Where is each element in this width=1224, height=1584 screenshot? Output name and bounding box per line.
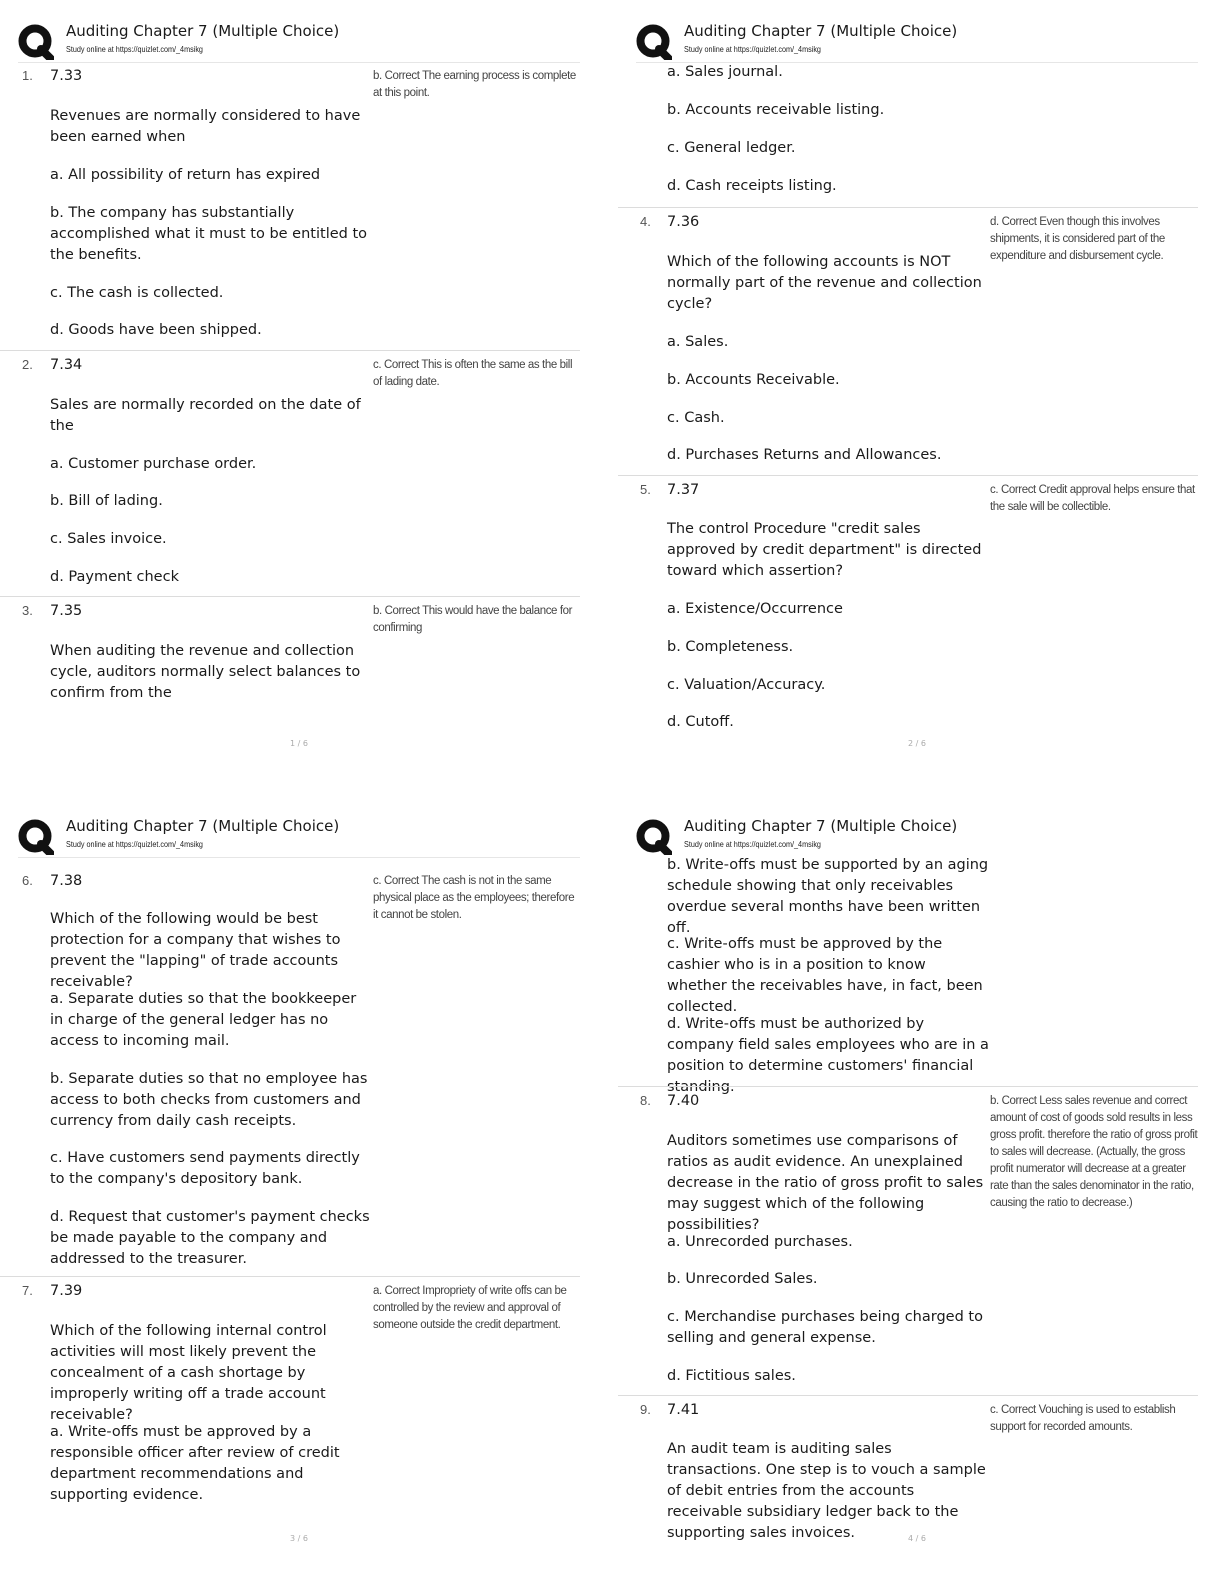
answer-text: b. Correct This would have the balance for confirming <box>373 605 573 634</box>
option-c: c. Write-offs must be approved by the cashier who is in a position to know whether the receivables have, in fact, been collected. <box>667 936 983 1015</box>
page-1 <box>0 0 600 780</box>
option-b: b. Separate duties so that no employee has access to both checks from customers and currency from daily cash receipts. <box>50 1071 368 1129</box>
question-continuation <box>618 62 1198 206</box>
answer-text: d. Correct Even though this involves shipments, it is considered part of the expenditure and disbursement cycle. <box>990 216 1165 262</box>
question-stem: Revenues are normally considered to have been earned when <box>50 108 361 145</box>
header-divider <box>18 857 580 858</box>
option-a: a. Customer purchase order. <box>50 456 257 472</box>
question-stem: Auditors sometimes use comparisons of ratios as audit evidence. An unexplained decrease in the ratio of gross profit to sales may suggest which of the following possibilities? <box>667 1133 984 1233</box>
option-b: b. Write-offs must be supported by an aging schedule showing that only receivables overdue several months have been written off. <box>667 857 989 936</box>
source-url[interactable]: Study online at https://quizlet.com/_4msikg <box>684 839 821 849</box>
option-c: c. Cash. <box>667 410 725 426</box>
option-a: a. Unrecorded purchases. <box>667 1234 853 1250</box>
option-d: d. Goods have been shipped. <box>50 322 262 338</box>
question-stem: Sales are normally recorded on the date of the <box>50 397 361 434</box>
question-number: 2. <box>22 357 33 372</box>
option-c: c. General ledger. <box>667 140 796 156</box>
question-number: 5. <box>640 482 651 497</box>
source-url[interactable]: Study online at https://quizlet.com/_4msikg <box>66 839 203 849</box>
option-d: d. Cutoff. <box>667 714 734 730</box>
option-b: b. Accounts Receivable. <box>667 372 840 388</box>
question-item <box>0 867 580 1275</box>
question-id: 7.35 <box>50 603 83 619</box>
question-id: 7.34 <box>50 357 83 373</box>
document-title: Auditing Chapter 7 (Multiple Choice) <box>684 817 958 835</box>
question-number: 1. <box>22 68 33 83</box>
page-3 <box>0 795 600 1575</box>
document-title: Auditing Chapter 7 (Multiple Choice) <box>66 22 340 40</box>
quizlet-logo-icon <box>636 819 672 855</box>
option-a: a. Write-offs must be approved by a responsible officer after review of credit department recommendations and supporting evidence. <box>50 1424 340 1503</box>
option-c: c. Merchandise purchases being charged to selling and general expense. <box>667 1309 983 1346</box>
option-d: d. Cash receipts listing. <box>667 178 837 194</box>
question-item <box>618 207 1198 476</box>
quizlet-logo-icon <box>18 819 54 855</box>
option-c: c. Valuation/Accuracy. <box>667 677 826 693</box>
option-c: c. The cash is collected. <box>50 285 224 301</box>
option-c: c. Sales invoice. <box>50 531 167 547</box>
option-a: a. All possibility of return has expired <box>50 167 321 183</box>
question-stem: When auditing the revenue and collection cycle, auditors normally select balances to confirm from the <box>50 643 361 701</box>
document-title: Auditing Chapter 7 (Multiple Choice) <box>684 22 958 40</box>
question-id: 7.33 <box>50 68 83 84</box>
option-a: a. Separate duties so that the bookkeeper in charge of the general ledger has no access to incoming mail. <box>50 991 357 1049</box>
question-item <box>0 1276 580 1517</box>
page-4 <box>618 795 1218 1575</box>
answer-text: c. Correct Credit approval helps ensure that the sale will be collectible. <box>990 484 1195 513</box>
answer-text: b. Correct Less sales revenue and correct amount of cost of goods sold results in less gross profit. therefore the ratio of gross profit to sales will decrease. (Actually, the gross profit numerator will decrease at a greater rate than the sales denominator in the ratio, causing the ratio to decrease.) <box>990 1095 1198 1209</box>
page-number: 1 / 6 <box>290 739 308 748</box>
answer-text: b. Correct The earning process is complete at this point. <box>373 70 576 99</box>
option-b: b. Unrecorded Sales. <box>667 1271 818 1287</box>
question-item <box>618 1086 1198 1395</box>
question-number: 3. <box>22 603 33 618</box>
answer-text: a. Correct Impropriety of write offs can be controlled by the review and approval of someone outside the credit department. <box>373 1285 567 1331</box>
question-item <box>0 596 580 717</box>
question-id: 7.39 <box>50 1283 83 1299</box>
page-number: 4 / 6 <box>908 1534 926 1543</box>
option-a: a. Existence/Occurrence <box>667 601 843 617</box>
question-stem: An audit team is auditing sales transactions. One step is to vouch a sample of debit entries from the accounts receivable subsidiary ledger back to the supporting sales invoices. <box>667 1441 986 1541</box>
document-title: Auditing Chapter 7 (Multiple Choice) <box>66 817 340 835</box>
answer-text: c. Correct The cash is not in the same physical place as the employees; therefore it cannot be stolen. <box>373 875 575 921</box>
option-d: d. Request that customer's payment checks be made payable to the company and addressed to the treasurer. <box>50 1209 370 1267</box>
option-c: c. Have customers send payments directly to the company's depository bank. <box>50 1150 360 1187</box>
question-item <box>0 350 580 597</box>
option-a: a. Sales journal. <box>667 64 783 80</box>
question-number: 6. <box>22 873 33 888</box>
question-number: 7. <box>22 1283 33 1298</box>
question-id: 7.36 <box>667 214 700 230</box>
source-url[interactable]: Study online at https://quizlet.com/_4msikg <box>684 44 821 54</box>
page-number: 2 / 6 <box>908 739 926 748</box>
option-d: d. Purchases Returns and Allowances. <box>667 447 942 463</box>
question-number: 9. <box>640 1402 651 1417</box>
question-id: 7.41 <box>667 1402 700 1418</box>
question-stem: Which of the following internal control activities will most likely prevent the concealment of a cash shortage by improperly writing off a trade account receivable? <box>50 1323 327 1423</box>
question-item <box>618 475 1198 746</box>
question-id: 7.38 <box>50 873 83 889</box>
option-d: d. Write-offs must be authorized by company field sales employees who are in a position to determine customers' financial standing. <box>667 1016 989 1095</box>
option-b: b. Completeness. <box>667 639 794 655</box>
option-b: b. Accounts receivable listing. <box>667 102 885 118</box>
question-id: 7.40 <box>667 1093 700 1109</box>
option-b: b. The company has substantially accomplished what it must to be entitled to the benefits. <box>50 205 368 263</box>
question-continuation <box>618 853 1198 1095</box>
option-b: b. Bill of lading. <box>50 493 163 509</box>
option-d: d. Fictitious sales. <box>667 1368 796 1384</box>
question-id: 7.37 <box>667 482 700 498</box>
option-d: d. Payment check <box>50 569 179 585</box>
quizlet-logo-icon <box>636 24 672 60</box>
question-stem: Which of the following accounts is NOT normally part of the revenue and collection cycle? <box>667 254 982 312</box>
answer-text: c. Correct This is often the same as the bill of lading date. <box>373 359 573 388</box>
page-2 <box>618 0 1218 780</box>
question-item <box>0 62 580 350</box>
question-number: 4. <box>640 214 651 229</box>
question-stem: The control Procedure "credit sales approved by credit department" is directed toward which assertion? <box>667 521 982 579</box>
question-stem: Which of the following would be best protection for a company that wishes to prevent the "lapping" of trade accounts receivable? <box>50 911 341 990</box>
page-number: 3 / 6 <box>290 1534 308 1543</box>
option-a: a. Sales. <box>667 334 729 350</box>
quizlet-logo-icon <box>18 24 54 60</box>
question-number: 8. <box>640 1093 651 1108</box>
source-url[interactable]: Study online at https://quizlet.com/_4msikg <box>66 44 203 54</box>
answer-text: c. Correct Vouching is used to establish support for recorded amounts. <box>990 1404 1176 1433</box>
